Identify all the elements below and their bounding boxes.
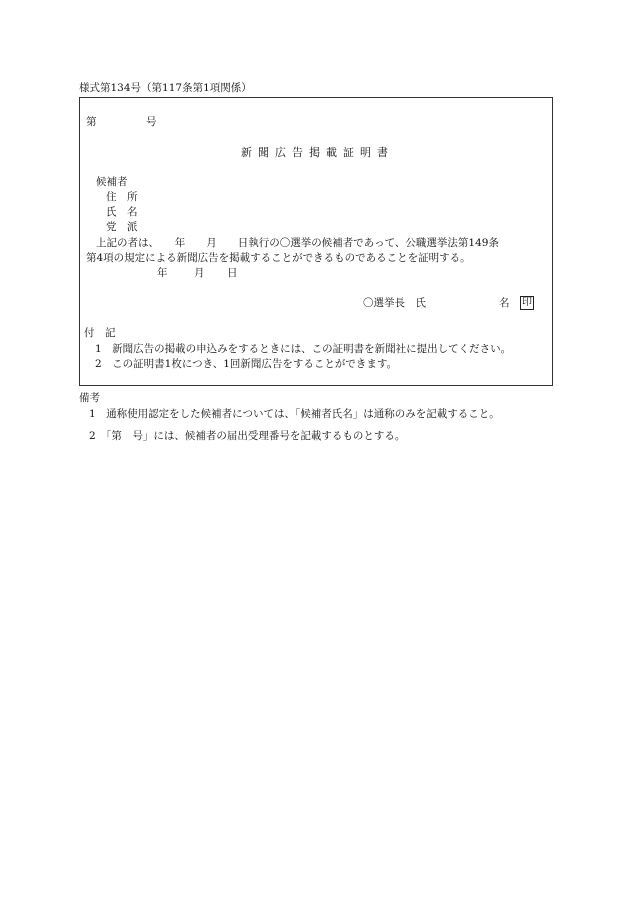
attached-note-item: 2 この証明書1枚につき、1回新聞広告をすることができます。	[95, 358, 398, 370]
date-month: 月	[194, 267, 205, 279]
remarks-heading: 備考	[79, 392, 100, 404]
document-title: 新聞広告掲載証明書	[241, 146, 394, 159]
remarks-item: 1 通称使用認定をした候補者については、「候補者氏名」は通称のみを記載すること。	[89, 408, 500, 420]
attached-notes-heading: 付 記	[84, 327, 116, 339]
date-day: 日	[227, 267, 238, 279]
seal-mark: 印	[522, 297, 532, 308]
date-year: 年	[157, 267, 168, 279]
doc-number-prefix: 第	[86, 116, 97, 128]
candidate-heading: 候補者	[96, 176, 128, 188]
attached-note-item: 1 新聞広告の掲載の申込みをするときには、この証明書を新聞社に提出してください。	[95, 343, 512, 355]
form-number-label: 様式第134号（第117条第1項関係）	[79, 82, 252, 94]
doc-number-suffix: 号	[146, 116, 157, 128]
body-line-2: 第4項の規定による新聞広告を掲載することができるものであることを証明する。	[86, 252, 471, 264]
name-label: 氏 名	[106, 206, 138, 218]
body-line-1: 上記の者は、 年 月 日執行の〇選挙の候補者であって、公職選挙法第149条	[96, 237, 499, 249]
signer-title: 〇選挙長 氏	[363, 297, 426, 309]
party-label: 党 派	[106, 221, 138, 233]
remarks-item: 2 「第 号」には、候補者の届出受理番号を記載するものとする。	[89, 430, 406, 442]
signer-name-label: 名	[499, 297, 510, 309]
address-label: 住 所	[106, 191, 138, 203]
